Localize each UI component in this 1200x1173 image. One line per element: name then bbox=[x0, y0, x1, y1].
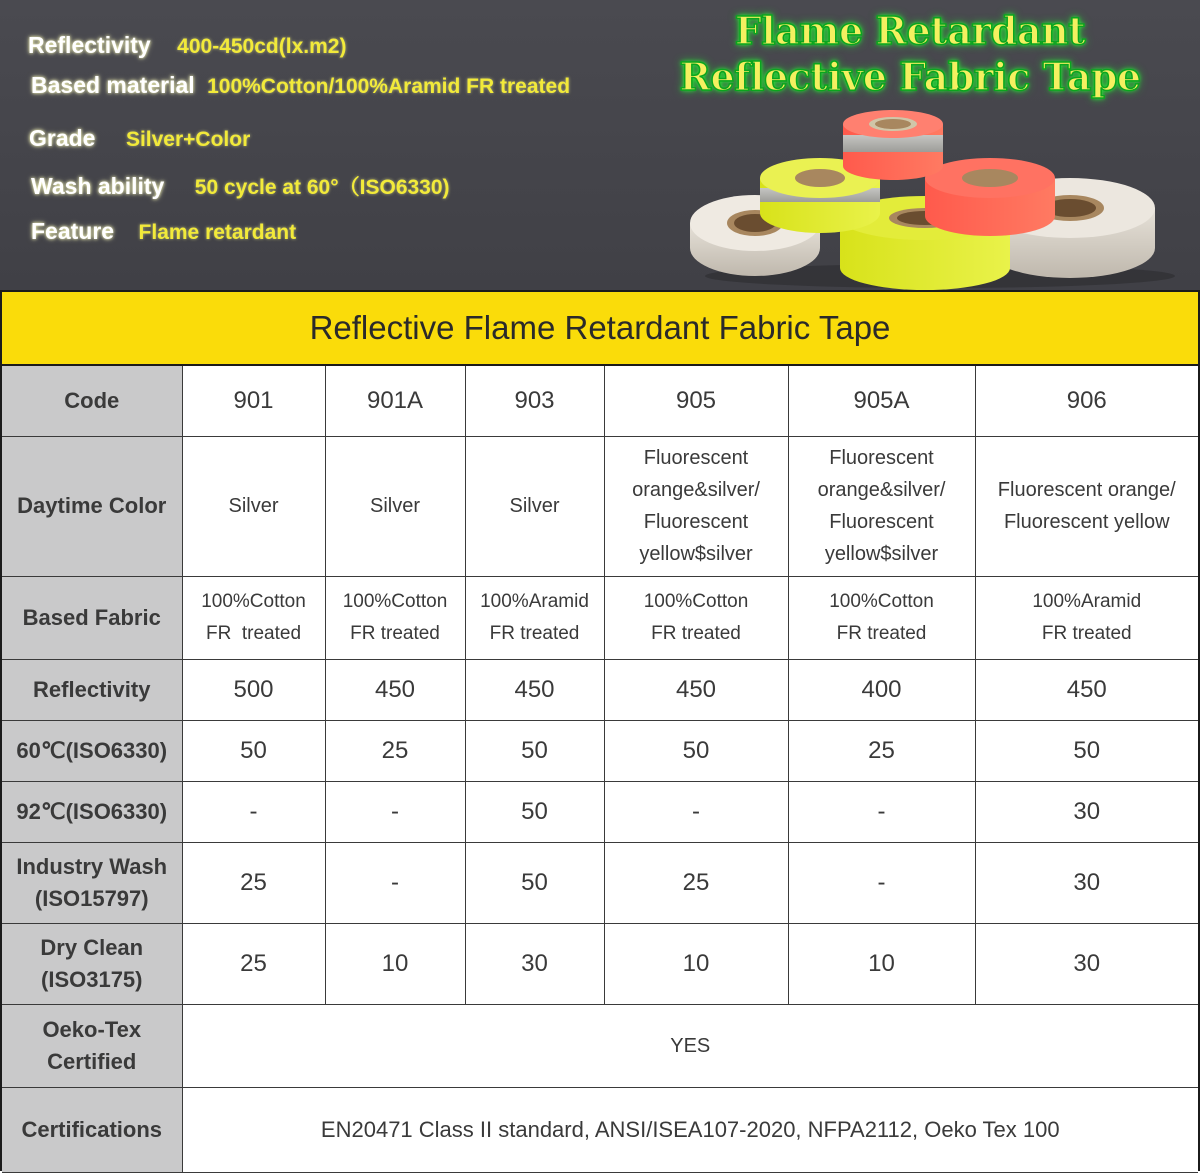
certifications-value: EN20471 Class II standard, ANSI/ISEA107-2020, NFPA2112, Oeko Tex 100 bbox=[182, 1087, 1198, 1172]
table-cell: 50 bbox=[465, 842, 604, 923]
table-title: Reflective Flame Retardant Fabric Tape bbox=[2, 292, 1198, 366]
table-cell: - bbox=[182, 781, 325, 842]
code-cell: 901A bbox=[325, 366, 465, 436]
spec-value: 100%Cotton/100%Aramid FR treated bbox=[207, 75, 571, 98]
table-cell: 450 bbox=[975, 659, 1198, 720]
row-header: 92℃(ISO6330) bbox=[2, 781, 182, 842]
table-row-daytime-color bbox=[2, 436, 1198, 576]
table-cell: 100%Cotton FR treated bbox=[182, 576, 325, 659]
spec-value: Silver+Color bbox=[125, 128, 251, 151]
table-cell: - bbox=[325, 781, 465, 842]
row-header: Daytime Color bbox=[2, 436, 182, 576]
spec-reflectivity bbox=[28, 32, 346, 59]
table-cell: Silver bbox=[465, 436, 604, 576]
table-cell: 100%Aramid FR treated bbox=[465, 576, 604, 659]
spec-label: Reflectivity bbox=[28, 32, 151, 58]
table-cell: 100%Cotton FR treated bbox=[604, 576, 788, 659]
row-header: Reflectivity bbox=[2, 659, 182, 720]
row-header: Based Fabric bbox=[2, 576, 182, 659]
table-cell: 450 bbox=[604, 659, 788, 720]
table-cell: - bbox=[325, 842, 465, 923]
table-cell: 50 bbox=[465, 781, 604, 842]
spec-value: 400-450cd(lx.m2) bbox=[177, 35, 347, 58]
table-cell: - bbox=[788, 842, 975, 923]
table-cell: 50 bbox=[975, 720, 1198, 781]
spec-value: Flame retardant bbox=[138, 221, 297, 244]
table-cell: - bbox=[788, 781, 975, 842]
table-cell: 50 bbox=[182, 720, 325, 781]
table-cell: 10 bbox=[788, 923, 975, 1004]
row-header: Certifications bbox=[2, 1087, 182, 1172]
table-cell: 100%Cotton FR treated bbox=[325, 576, 465, 659]
table-cell: 50 bbox=[604, 720, 788, 781]
table-cell: 25 bbox=[325, 720, 465, 781]
row-header: Oeko-Tex Certified bbox=[2, 1004, 182, 1087]
table-cell: 100%Aramid FR treated bbox=[975, 576, 1198, 659]
table-cell: 30 bbox=[975, 781, 1198, 842]
oeko-tex-value: YES bbox=[182, 1004, 1198, 1087]
spec-grade bbox=[29, 125, 250, 152]
banner-title-line-1: Flame Retardant bbox=[734, 8, 1086, 53]
banner-title-line-2: Reflective Fabric Tape bbox=[679, 54, 1141, 99]
spec-wash-ability bbox=[31, 171, 450, 201]
table-row-industry-wash bbox=[2, 842, 1198, 923]
table-cell: 500 bbox=[182, 659, 325, 720]
row-header: Industry Wash (ISO15797) bbox=[2, 842, 182, 923]
table-row-certifications bbox=[2, 1087, 1198, 1172]
table-row-wash-92 bbox=[2, 781, 1198, 842]
spec-label: Based material bbox=[31, 72, 195, 98]
row-header: 60℃(ISO6330) bbox=[2, 720, 182, 781]
table-cell: 30 bbox=[975, 842, 1198, 923]
table-cell: Silver bbox=[325, 436, 465, 576]
product-banner bbox=[0, 0, 1200, 290]
table-cell: 450 bbox=[325, 659, 465, 720]
table-cell: Fluorescent orange/ Fluorescent yellow bbox=[975, 436, 1198, 576]
spec-label: Wash ability bbox=[31, 173, 165, 199]
table-cell: 25 bbox=[182, 842, 325, 923]
code-cell: 903 bbox=[465, 366, 604, 436]
code-cell: 905A bbox=[788, 366, 975, 436]
table-cell: 400 bbox=[788, 659, 975, 720]
table-row-wash-60 bbox=[2, 720, 1198, 781]
table-cell: 30 bbox=[465, 923, 604, 1004]
spec-based-material bbox=[31, 72, 570, 99]
table-cell: 100%Cotton FR treated bbox=[788, 576, 975, 659]
table-cell: - bbox=[604, 781, 788, 842]
spec-value: 50 cycle at 60°（ISO6330) bbox=[194, 176, 450, 199]
table-cell: 25 bbox=[604, 842, 788, 923]
code-cell: 905 bbox=[604, 366, 788, 436]
table-cell: 450 bbox=[465, 659, 604, 720]
table-row-reflectivity bbox=[2, 659, 1198, 720]
table-cell: 30 bbox=[975, 923, 1198, 1004]
table-row-dry-clean bbox=[2, 923, 1198, 1004]
tape-rolls-image bbox=[680, 108, 1180, 290]
table-cell: Fluorescent orange&silver/ Fluorescent yellow$silver bbox=[604, 436, 788, 576]
table-cell: Silver bbox=[182, 436, 325, 576]
table-row-oeko-tex bbox=[2, 1004, 1198, 1087]
spec-feature bbox=[31, 218, 296, 245]
table-row-based-fabric bbox=[2, 576, 1198, 659]
table-cell: Fluorescent orange&silver/ Fluorescent yellow$silver bbox=[788, 436, 975, 576]
spec-label: Grade bbox=[29, 125, 96, 151]
table-cell: 50 bbox=[465, 720, 604, 781]
spec-table bbox=[2, 366, 1198, 1173]
row-header: Dry Clean (ISO3175) bbox=[2, 923, 182, 1004]
spec-label: Feature bbox=[31, 218, 115, 244]
code-cell: 901 bbox=[182, 366, 325, 436]
table-cell: 10 bbox=[604, 923, 788, 1004]
row-header: Code bbox=[2, 366, 182, 436]
code-cell: 906 bbox=[975, 366, 1198, 436]
table-cell: 10 bbox=[325, 923, 465, 1004]
table-cell: 25 bbox=[182, 923, 325, 1004]
spec-table-sheet bbox=[0, 290, 1200, 1171]
table-row-code bbox=[2, 366, 1198, 436]
table-cell: 25 bbox=[788, 720, 975, 781]
